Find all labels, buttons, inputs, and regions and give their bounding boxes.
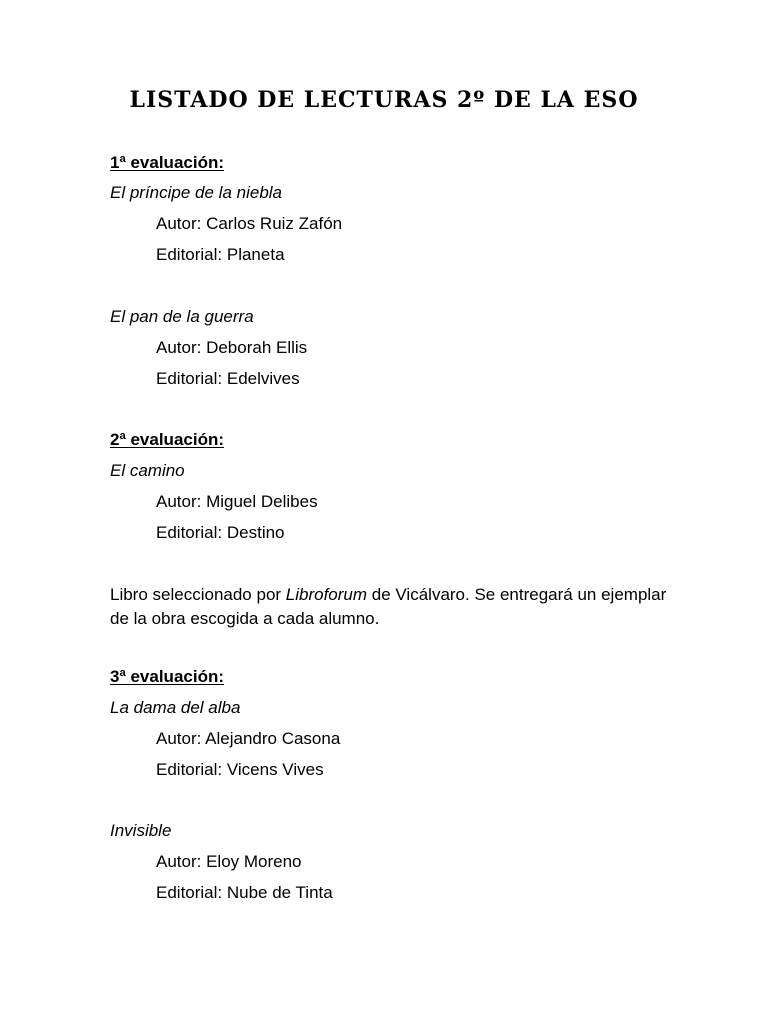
evaluation-heading-3: 3ª evaluación: — [110, 667, 225, 686]
note-text-before: Libro seleccionado por — [110, 585, 286, 604]
evaluation-heading-1: 1ª evaluación: — [110, 153, 225, 172]
book-publisher: Editorial: Planeta — [156, 245, 285, 264]
book-publisher: Editorial: Edelvives — [156, 369, 300, 388]
book-publisher: Editorial: Nube de Tinta — [156, 883, 333, 902]
book-publisher: Editorial: Destino — [156, 523, 285, 542]
book-author: Autor: Eloy Moreno — [156, 852, 302, 871]
book-author: Autor: Miguel Delibes — [156, 492, 318, 511]
note-text-after: de Vicálvaro. Se entregará un ejemplar de la obra escogida a cada alumno. — [110, 585, 667, 628]
book-title: Invisible — [110, 821, 172, 840]
book-publisher: Editorial: Vicens Vives — [156, 760, 324, 779]
book-title: El pan de la guerra — [110, 307, 254, 326]
book-author: Autor: Alejandro Casona — [156, 729, 341, 748]
book-author: Autor: Deborah Ellis — [156, 338, 308, 357]
book-title: La dama del alba — [110, 698, 241, 717]
book-author: Autor: Carlos Ruiz Zafón — [156, 214, 343, 233]
book-title: El príncipe de la niebla — [110, 183, 283, 202]
page-title: LISTADO DE LECTURAS 2º DE LA ESO — [129, 87, 639, 113]
book-title: El camino — [110, 461, 185, 480]
evaluation-heading-2: 2ª evaluación: — [110, 430, 225, 449]
note-emphasis: Libroforum — [285, 585, 368, 604]
selection-note — [110, 583, 670, 631]
